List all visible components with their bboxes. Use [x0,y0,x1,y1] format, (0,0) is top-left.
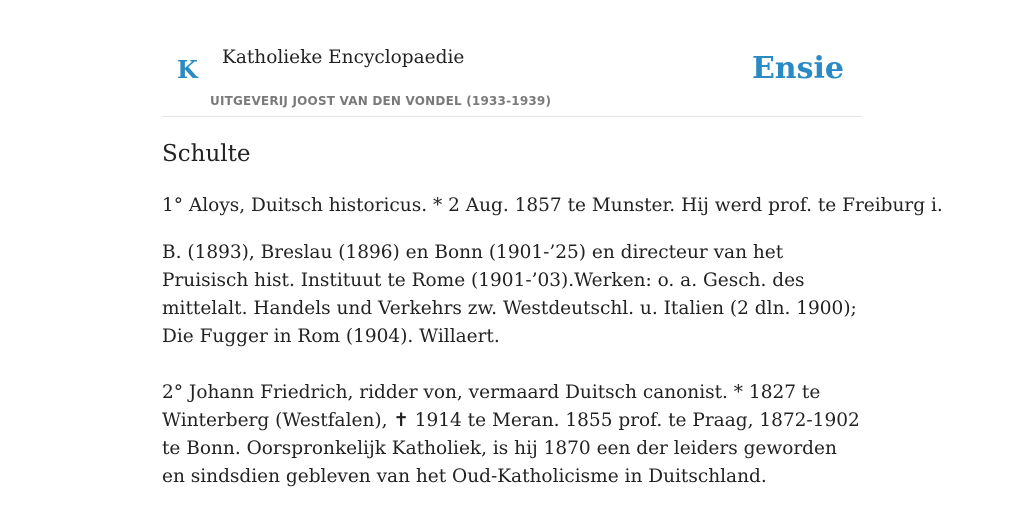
encyclopedia-title[interactable]: Katholieke Encyclopaedie [222,47,465,68]
encyclopedia-logo[interactable]: K [177,55,198,84]
ensie-brand-link[interactable]: Ensie [751,51,844,86]
article-paragraph-2: B. (1893), Breslau (1896) en Bonn (1901-’25) en directeur van het Pruisisch hist. Instituut te Rome (1901-’03).Werken: o. a. Gesch. des mittelalt. Handels und Verkehrs zw. Westdeutschl. u. Italien (2 dln. 1900); Die Fugger in Rom (1904). Willaert. [162,242,857,347]
site-header [162,0,862,117]
article-paragraph-3: 2° Johann Friedrich, ridder von, vermaard Duitsch canonist. * 1827 te Winterberg (Westfalen), ✝ 1914 te Meran. 1855 prof. te Praag, 1872-1902 te Bonn. Oorspronkelijk Katholiek, is hij 1870 een der leiders geworden en sindsdien gebleven van het Oud-Katholicisme in Duitschland. [162,382,860,487]
article [162,138,943,491]
article-title: Schulte [162,141,251,167]
publisher-subtitle: UITGEVERIJ JOOST VAN DEN VONDEL (1933-1939) [210,94,552,108]
article-paragraph-1: 1° Aloys, Duitsch historicus. * 2 Aug. 1857 te Munster. Hij werd prof. te Freiburg i. [162,195,943,216]
